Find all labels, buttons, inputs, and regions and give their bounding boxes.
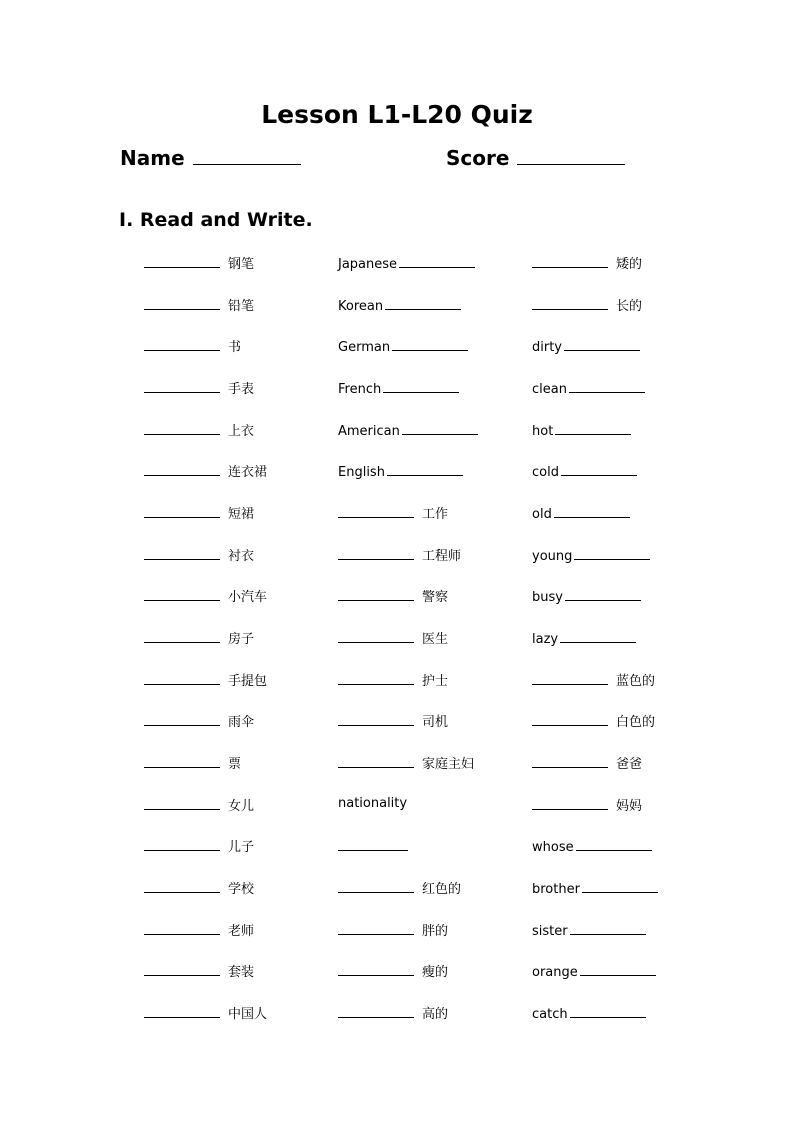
vocab-item bbox=[338, 753, 528, 795]
vocab-item bbox=[532, 1003, 722, 1045]
vocab-word: 红色的 bbox=[422, 881, 462, 897]
vocab-word: 上衣 bbox=[228, 423, 255, 439]
vocab-item bbox=[338, 920, 528, 962]
vocab-item bbox=[338, 253, 528, 295]
vocab-item bbox=[338, 795, 528, 837]
answer-blank[interactable] bbox=[144, 545, 220, 560]
answer-blank[interactable] bbox=[338, 1003, 414, 1018]
vocab-word: 警察 bbox=[422, 590, 449, 606]
vocab-item bbox=[144, 336, 334, 378]
score-blank[interactable] bbox=[517, 146, 625, 165]
vocab-item bbox=[532, 586, 722, 628]
vocab-item bbox=[338, 378, 528, 420]
vocab-word: 爸爸 bbox=[616, 756, 643, 772]
vocab-item bbox=[532, 295, 722, 337]
vocab-word: 票 bbox=[228, 756, 242, 772]
vocab-item bbox=[532, 420, 722, 462]
vocab-word: German bbox=[338, 340, 391, 356]
answer-blank[interactable] bbox=[338, 878, 414, 893]
vocab-item bbox=[532, 628, 722, 670]
vocab-item bbox=[144, 878, 334, 920]
vocab-word: 小汽车 bbox=[228, 590, 268, 606]
answer-blank[interactable] bbox=[580, 961, 656, 976]
vocab-item bbox=[338, 961, 528, 1003]
vocab-word: 铅笔 bbox=[228, 298, 255, 314]
vocab-word: 手提包 bbox=[228, 673, 268, 689]
vocab-item bbox=[338, 670, 528, 712]
vocab-item bbox=[144, 753, 334, 795]
vocab-item bbox=[532, 878, 722, 920]
vocab-word: hot bbox=[532, 423, 554, 439]
vocab-word: catch bbox=[532, 1006, 568, 1022]
answer-blank[interactable] bbox=[532, 295, 608, 310]
name-field bbox=[120, 146, 301, 170]
vocab-item bbox=[338, 628, 528, 670]
vocab-item bbox=[532, 503, 722, 545]
vocab-word: nationality bbox=[338, 795, 408, 811]
answer-blank[interactable] bbox=[385, 295, 461, 310]
vocab-item bbox=[532, 253, 722, 295]
vocab-word: 蓝色的 bbox=[616, 673, 656, 689]
vocab-word: 护士 bbox=[422, 673, 449, 689]
answer-blank[interactable] bbox=[565, 586, 641, 601]
page-title: Lesson L1-L20 Quiz bbox=[261, 100, 533, 129]
vocab-item bbox=[144, 628, 334, 670]
vocab-item bbox=[338, 545, 528, 587]
vocab-word: 短裙 bbox=[228, 506, 255, 522]
vocab-word: 衬衣 bbox=[228, 548, 255, 564]
answer-blank[interactable] bbox=[144, 336, 220, 351]
vocab-item bbox=[144, 503, 334, 545]
vocab-word: 长的 bbox=[616, 298, 643, 314]
vocab-item bbox=[532, 795, 722, 837]
vocab-word: 老师 bbox=[228, 923, 255, 939]
vocab-item bbox=[144, 586, 334, 628]
answer-blank[interactable] bbox=[338, 670, 414, 685]
vocab-item bbox=[144, 836, 334, 878]
vocab-item bbox=[532, 711, 722, 753]
vocab-word: Japanese bbox=[338, 257, 398, 272]
answer-blank[interactable] bbox=[144, 836, 220, 851]
answer-blank[interactable] bbox=[576, 836, 652, 851]
answer-blank[interactable] bbox=[569, 378, 645, 393]
answer-blank[interactable] bbox=[144, 795, 220, 810]
vocab-item bbox=[338, 336, 528, 378]
vocab-word: busy bbox=[532, 590, 563, 606]
vocab-word: lazy bbox=[532, 631, 559, 647]
answer-blank[interactable] bbox=[555, 420, 631, 435]
answer-blank[interactable] bbox=[392, 336, 468, 351]
vocab-word: 工作 bbox=[422, 506, 449, 522]
vocab-word: dirty bbox=[532, 340, 562, 356]
vocab-word: 套装 bbox=[228, 965, 255, 981]
answer-blank[interactable] bbox=[338, 586, 414, 601]
vocab-item bbox=[144, 670, 334, 712]
vocab-word: whose bbox=[532, 840, 574, 856]
vocab-item bbox=[338, 295, 528, 337]
vocab-word: 手表 bbox=[228, 381, 255, 397]
answer-blank[interactable] bbox=[338, 628, 414, 643]
vocab-item bbox=[144, 420, 334, 462]
vocab-item bbox=[144, 711, 334, 753]
vocab-word: 家庭主妇 bbox=[422, 756, 475, 772]
vocab-word: brother bbox=[532, 881, 580, 897]
column-1 bbox=[144, 253, 334, 1044]
answer-blank[interactable] bbox=[560, 628, 636, 643]
vocab-item bbox=[144, 253, 334, 295]
vocab-item bbox=[532, 670, 722, 712]
answer-blank[interactable] bbox=[582, 878, 658, 893]
vocab-word: English bbox=[338, 465, 385, 481]
vocab-item bbox=[144, 461, 334, 503]
vocab-item bbox=[532, 336, 722, 378]
vocab-item bbox=[338, 586, 528, 628]
vocab-item bbox=[532, 753, 722, 795]
vocab-item bbox=[338, 461, 528, 503]
answer-blank[interactable] bbox=[144, 295, 220, 310]
vocab-word: 中国人 bbox=[228, 1006, 268, 1022]
vocab-word: orange bbox=[532, 965, 578, 981]
vocab-item bbox=[532, 836, 722, 878]
vocab-item bbox=[532, 920, 722, 962]
vocab-item bbox=[338, 836, 528, 878]
answer-blank[interactable] bbox=[338, 753, 414, 768]
vocab-item bbox=[532, 961, 722, 1003]
vocab-item bbox=[532, 378, 722, 420]
answer-blank[interactable] bbox=[383, 378, 459, 393]
answer-blank[interactable] bbox=[387, 461, 463, 476]
answer-blank[interactable] bbox=[144, 1003, 220, 1018]
vocab-item bbox=[532, 545, 722, 587]
vocab-word: 司机 bbox=[422, 715, 449, 731]
vocab-item bbox=[144, 545, 334, 587]
vocab-word: 白色的 bbox=[616, 715, 656, 731]
answer-blank[interactable] bbox=[532, 670, 608, 685]
answer-blank[interactable] bbox=[144, 253, 220, 268]
vocab-word: 儿子 bbox=[228, 840, 255, 856]
answer-blank[interactable] bbox=[532, 753, 608, 768]
answer-blank[interactable] bbox=[574, 545, 650, 560]
answer-blank[interactable] bbox=[144, 878, 220, 893]
vocab-item bbox=[144, 378, 334, 420]
answer-blank[interactable] bbox=[399, 253, 475, 268]
vocab-word: 矮的 bbox=[616, 257, 643, 272]
vocab-word: 房子 bbox=[228, 631, 255, 647]
vocab-word: young bbox=[532, 548, 573, 564]
vocab-word: 雨伞 bbox=[228, 715, 255, 731]
answer-blank[interactable] bbox=[532, 795, 608, 810]
vocab-word: 书 bbox=[228, 340, 242, 356]
vocab-word: 医生 bbox=[422, 631, 449, 647]
vocab-item bbox=[338, 420, 528, 462]
answer-blank[interactable] bbox=[144, 378, 220, 393]
vocab-item bbox=[144, 295, 334, 337]
answer-blank[interactable] bbox=[144, 753, 220, 768]
column-3 bbox=[532, 253, 722, 1044]
vocab-item bbox=[532, 461, 722, 503]
answer-blank[interactable] bbox=[144, 920, 220, 935]
answer-blank[interactable] bbox=[144, 420, 220, 435]
vocab-word: American bbox=[338, 423, 400, 439]
vocab-word: Korean bbox=[338, 298, 384, 314]
answer-blank[interactable] bbox=[338, 961, 414, 976]
vocab-word: clean bbox=[532, 381, 567, 397]
answer-blank[interactable] bbox=[338, 545, 414, 560]
name-blank[interactable] bbox=[193, 146, 301, 165]
vocab-word: French bbox=[338, 381, 382, 397]
vocab-word: 学校 bbox=[228, 881, 255, 897]
answer-blank[interactable] bbox=[338, 503, 414, 518]
answer-blank[interactable] bbox=[144, 461, 220, 476]
vocab-word: 工程师 bbox=[422, 548, 462, 564]
answer-blank[interactable] bbox=[561, 461, 637, 476]
answer-blank[interactable] bbox=[564, 336, 640, 351]
vocab-word: 钢笔 bbox=[228, 257, 255, 272]
vocab-item bbox=[144, 795, 334, 837]
answer-blank[interactable] bbox=[144, 628, 220, 643]
answer-blank[interactable] bbox=[532, 253, 608, 268]
vocab-word: 连衣裙 bbox=[228, 465, 268, 481]
score-field bbox=[446, 146, 625, 170]
vocab-word: 高的 bbox=[422, 1006, 449, 1022]
vocab-item bbox=[338, 878, 528, 920]
vocab-word: 妈妈 bbox=[616, 798, 643, 814]
vocab-item bbox=[338, 1003, 528, 1045]
answer-blank[interactable] bbox=[532, 711, 608, 726]
name-label: Name bbox=[120, 146, 185, 170]
vocab-item bbox=[338, 711, 528, 753]
answer-blank[interactable] bbox=[338, 836, 408, 851]
answer-blank[interactable] bbox=[554, 503, 630, 518]
vocab-word: cold bbox=[532, 465, 559, 481]
answer-blank[interactable] bbox=[338, 920, 414, 935]
answer-blank[interactable] bbox=[570, 1003, 646, 1018]
column-2 bbox=[338, 253, 528, 1044]
section-heading: I. Read and Write. bbox=[119, 209, 313, 231]
vocab-item bbox=[144, 1003, 334, 1045]
vocab-word: sister bbox=[532, 923, 568, 939]
answer-blank[interactable] bbox=[144, 586, 220, 601]
answer-blank[interactable] bbox=[338, 711, 414, 726]
answer-blank[interactable] bbox=[402, 420, 478, 435]
vocab-item bbox=[144, 920, 334, 962]
vocab-word: 瘦的 bbox=[422, 965, 449, 981]
answer-blank[interactable] bbox=[144, 503, 220, 518]
answer-blank[interactable] bbox=[570, 920, 646, 935]
score-label: Score bbox=[446, 146, 510, 170]
vocab-word: 女儿 bbox=[228, 798, 255, 814]
answer-blank[interactable] bbox=[144, 670, 220, 685]
vocab-item bbox=[338, 503, 528, 545]
answer-blank[interactable] bbox=[144, 711, 220, 726]
vocab-word: 胖的 bbox=[422, 923, 449, 939]
vocab-item bbox=[144, 961, 334, 1003]
vocab-word: old bbox=[532, 506, 552, 522]
answer-blank[interactable] bbox=[144, 961, 220, 976]
